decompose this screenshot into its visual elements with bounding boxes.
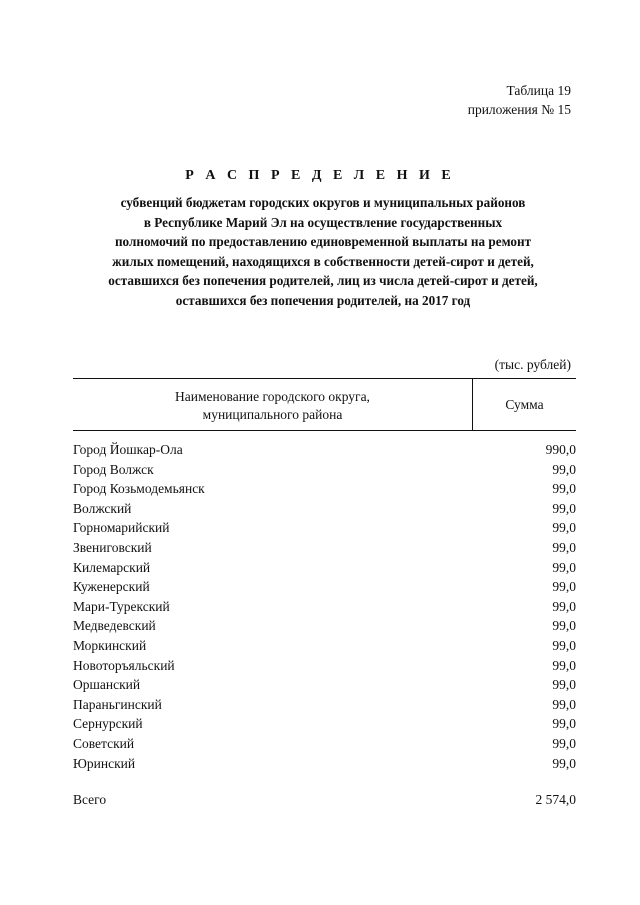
document-subtitle bbox=[70, 193, 576, 311]
table-row bbox=[73, 656, 576, 676]
table-row bbox=[73, 616, 576, 636]
row-name: Медведевский bbox=[73, 618, 156, 634]
subtitle-line: в Республике Марий Эл на осуществление государственных bbox=[143, 214, 503, 230]
row-name: Килемарский bbox=[73, 559, 151, 575]
row-amount: 99,0 bbox=[552, 539, 576, 555]
table-row bbox=[73, 499, 576, 519]
row-amount: 99,0 bbox=[552, 579, 576, 595]
table-number: Таблица 19 bbox=[506, 83, 571, 98]
row-name: Сернурский bbox=[73, 716, 143, 732]
table-header bbox=[73, 378, 576, 431]
subtitle-line: субвенций бюджетам городских округов и муниципальных районов bbox=[120, 195, 526, 210]
table-row bbox=[73, 714, 576, 734]
table-row bbox=[73, 754, 576, 774]
table-row bbox=[73, 577, 576, 597]
row-name: Куженерский bbox=[73, 579, 150, 595]
row-name: Новоторъяльский bbox=[73, 657, 175, 673]
row-amount: 99,0 bbox=[552, 657, 576, 673]
row-name: Параньгинский bbox=[73, 696, 162, 712]
subtitle-line: жилых помещений, находящихся в собственности детей-сирот и детей, bbox=[112, 253, 534, 269]
units-label: (тыс. рублей) bbox=[494, 357, 571, 372]
subtitle-line: оставшихся без попечения родителей, на 2017 год bbox=[175, 292, 471, 308]
table-row bbox=[73, 597, 576, 617]
subtitle-line: полномочий по предоставлению единовременной выплаты на ремонт bbox=[114, 234, 532, 250]
row-amount: 99,0 bbox=[552, 481, 576, 497]
allocation-table bbox=[73, 378, 576, 810]
row-amount: 99,0 bbox=[552, 461, 576, 477]
row-amount: 99,0 bbox=[552, 696, 576, 712]
row-amount: 99,0 bbox=[552, 755, 576, 771]
row-name: Волжский bbox=[73, 500, 132, 516]
column-header-name: Наименование городского округа, муниципального района bbox=[73, 379, 473, 430]
row-name: Город Козьмодемьянск bbox=[73, 481, 205, 497]
row-amount: 99,0 bbox=[552, 500, 576, 516]
row-amount: 99,0 bbox=[552, 520, 576, 536]
row-name: Моркинский bbox=[73, 637, 147, 653]
table-row bbox=[73, 558, 576, 578]
row-amount: 99,0 bbox=[552, 735, 576, 751]
table-row bbox=[73, 440, 576, 460]
row-name: Мари-Турекский bbox=[73, 598, 170, 614]
appendix-number: приложения № 15 bbox=[467, 102, 571, 117]
row-name: Оршанский bbox=[73, 677, 141, 693]
table-reference bbox=[468, 81, 571, 119]
table-row bbox=[73, 636, 576, 656]
row-name: Советский bbox=[73, 735, 135, 751]
table-row bbox=[73, 695, 576, 715]
table-row bbox=[73, 734, 576, 754]
total-amount: 2 574,0 bbox=[535, 792, 576, 808]
table-body bbox=[73, 440, 576, 773]
column-header-sum: Сумма bbox=[505, 396, 544, 412]
row-amount: 99,0 bbox=[552, 637, 576, 653]
total-row bbox=[73, 790, 576, 810]
table-row bbox=[73, 675, 576, 695]
subtitle-line: оставшихся без попечения родителей, лиц из числа детей-сирот и детей, bbox=[108, 273, 538, 289]
total-label: Всего bbox=[73, 792, 107, 808]
row-amount: 99,0 bbox=[552, 677, 576, 693]
row-amount: 99,0 bbox=[552, 559, 576, 575]
row-name: Юринский bbox=[73, 755, 136, 771]
row-amount: 990,0 bbox=[545, 442, 576, 457]
row-name: Город Волжск bbox=[73, 461, 154, 477]
row-name: Город Йошкар-Ола bbox=[73, 442, 183, 457]
document-title: Р А С П Р Е Д Е Л Е Н И Е bbox=[185, 168, 455, 183]
table-row bbox=[73, 538, 576, 558]
row-amount: 99,0 bbox=[552, 716, 576, 732]
row-name: Горномарийский bbox=[73, 520, 170, 536]
table-row bbox=[73, 460, 576, 480]
table-row bbox=[73, 479, 576, 499]
row-amount: 99,0 bbox=[552, 598, 576, 614]
row-amount: 99,0 bbox=[552, 618, 576, 634]
table-row bbox=[73, 518, 576, 538]
row-name: Звениговский bbox=[73, 539, 152, 555]
